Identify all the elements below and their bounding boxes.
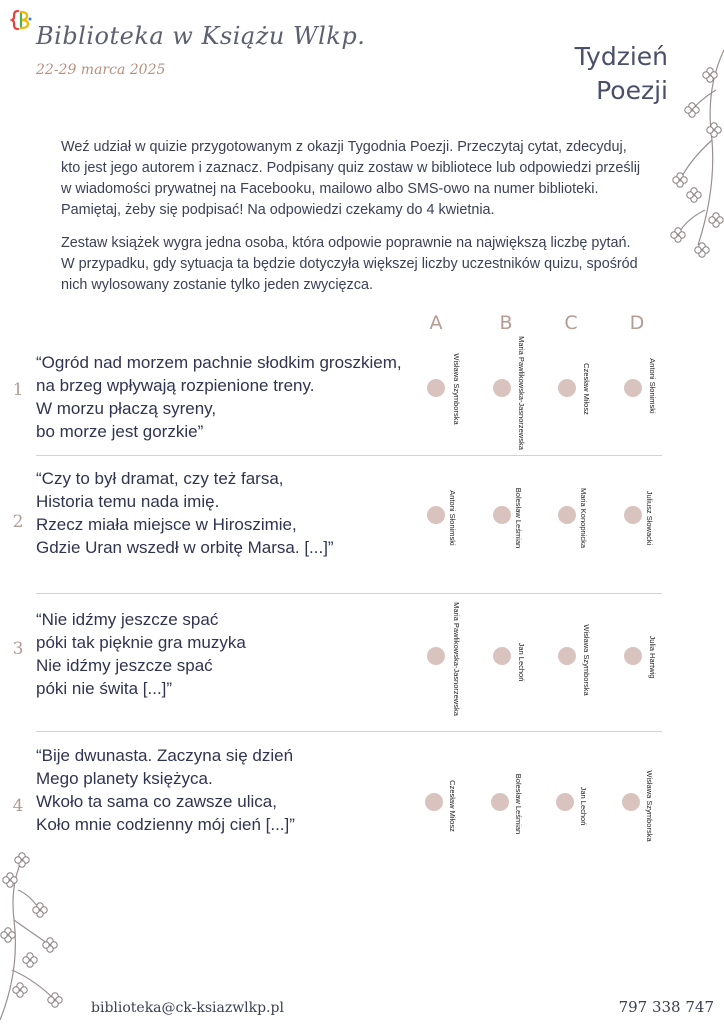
option-label: Wisława Szymborska	[582, 624, 591, 696]
answer-circle-2d[interactable]	[624, 506, 642, 524]
question-verse	[36, 744, 416, 836]
verse-line: póki nie świta [...]”	[36, 679, 173, 698]
verse-line: “Bije dwunasta. Zaczyna się dzień	[36, 746, 294, 765]
option-label: Bolesław Leśmian	[514, 487, 523, 549]
answer-circle-2c[interactable]	[558, 506, 576, 524]
option-label: Wisława Szymborska	[645, 770, 654, 842]
option-label: Julia Hartwig	[648, 635, 657, 679]
verse-line: “Czy to był dramat, czy też farsa,	[36, 469, 284, 488]
event-dates: 22-29 marca 2025	[36, 62, 166, 78]
footer-email: biblioteka@ck-ksiazwlkp.pl	[91, 1000, 284, 1016]
title-line-2: Poezji	[596, 76, 668, 105]
answer-circle-2a[interactable]	[427, 506, 445, 524]
answer-circle-1b[interactable]	[493, 379, 511, 397]
question-divider	[36, 455, 662, 456]
library-logo-icon	[10, 8, 32, 32]
verse-line: Koło mnie codzienny mój cień [...]”	[36, 815, 295, 834]
question-number: 1	[12, 380, 24, 400]
option-label: Czesław Miłosz	[582, 363, 591, 415]
flower-branch-icon	[0, 850, 80, 1024]
option-label: Czesław Miłosz	[448, 780, 457, 832]
answer-circle-3b[interactable]	[493, 647, 511, 665]
verse-line: Gdzie Uran wszedł w orbitę Marsa. [...]”	[36, 538, 334, 557]
verse-line: “Ogród nad morzem pachnie słodkim groszkiem,	[36, 353, 402, 372]
question-number: 2	[12, 512, 24, 532]
column-letter-d: D	[629, 312, 645, 334]
question-verse	[36, 608, 416, 700]
answer-circle-4d[interactable]	[622, 793, 640, 811]
intro-paragraph-2: Zestaw książek wygra jedna osoba, która odpowie poprawnie na największą liczbę pytań. W przypadku, gdy sytuacja ta będzie dotyczyła większej liczby uczestników quizu, spośród nich wylosowany zostanie tylko jeden zwycięzca.	[61, 235, 638, 293]
option-label: Wisława Szymborska	[452, 353, 461, 425]
option-label: Maria Pawlikowska-Jasnorzewska	[517, 336, 526, 450]
answer-circle-4c[interactable]	[556, 793, 574, 811]
library-name: Biblioteka w Książu Wlkp.	[36, 22, 366, 50]
question-number: 3	[12, 639, 24, 659]
question-divider	[36, 593, 662, 594]
verse-line: na brzeg wpływają rozpienione treny.	[36, 376, 315, 395]
answer-circle-2b[interactable]	[493, 506, 511, 524]
answer-circle-1c[interactable]	[558, 379, 576, 397]
answer-circle-3a[interactable]	[427, 647, 445, 665]
verse-line: Rzecz miała miejsce w Hiroszimie,	[36, 515, 297, 534]
column-letter-a: A	[429, 312, 443, 334]
flower-branch-icon	[650, 30, 724, 260]
column-letter-c: C	[564, 312, 578, 334]
option-label: Maria Pawlikowska-Jasnorzewska	[452, 602, 461, 716]
footer-phone: 797 338 747	[618, 998, 714, 1016]
option-label: Antoni Słonimski	[648, 358, 657, 414]
answer-circle-4a[interactable]	[425, 793, 443, 811]
verse-line: bo morze jest gorzkie”	[36, 422, 204, 441]
option-label: Jan Lechoń	[517, 642, 526, 682]
verse-line: Nie idźmy jeszcze spać	[36, 656, 213, 675]
verse-line: Wkoło ta sama co zawsze ulica,	[36, 792, 277, 811]
option-label: Juliusz Słowacki	[645, 490, 654, 546]
option-label: Maria Konopnicka	[579, 487, 588, 549]
title-line-1: Tydzień	[574, 42, 668, 71]
verse-line: “Nie idźmy jeszcze spać	[36, 610, 219, 629]
option-label: Antoni Słonimski	[448, 490, 457, 546]
answer-circle-4b[interactable]	[491, 793, 509, 811]
option-label: Jan Lechoń	[579, 786, 588, 826]
question-number: 4	[12, 796, 24, 816]
option-label: Bolesław Leśmian	[514, 773, 523, 835]
column-letter-b: B	[499, 312, 513, 334]
intro-paragraph-1: Weź udział w quizie przygotowanym z okazji Tygodnia Poezji. Przeczytaj cytat, zdecyduj, kto jest jego autorem i zaznacz. Podpisany quiz zostaw w bibliotece lub odpowiedzi prześlij w wiadomości prywatnej na Facebooku, mailowo albo SMS-owo na numer biblioteki. Pamiętaj, żeby się podpisać! Na odpowiedzi czekamy do 4 kwietnia.	[61, 139, 641, 218]
verse-line: Historia temu nada imię.	[36, 492, 220, 511]
answer-circle-3d[interactable]	[624, 647, 642, 665]
verse-line: póki tak pięknie gra muzyka	[36, 633, 246, 652]
question-verse	[36, 467, 416, 559]
question-verse	[36, 351, 416, 443]
answer-circle-1d[interactable]	[624, 379, 642, 397]
verse-line: Mego planety księżyca.	[36, 769, 213, 788]
question-divider	[36, 731, 662, 732]
answer-circle-3c[interactable]	[558, 647, 576, 665]
answer-circle-1a[interactable]	[427, 379, 445, 397]
verse-line: W morzu płaczą syreny,	[36, 399, 217, 418]
